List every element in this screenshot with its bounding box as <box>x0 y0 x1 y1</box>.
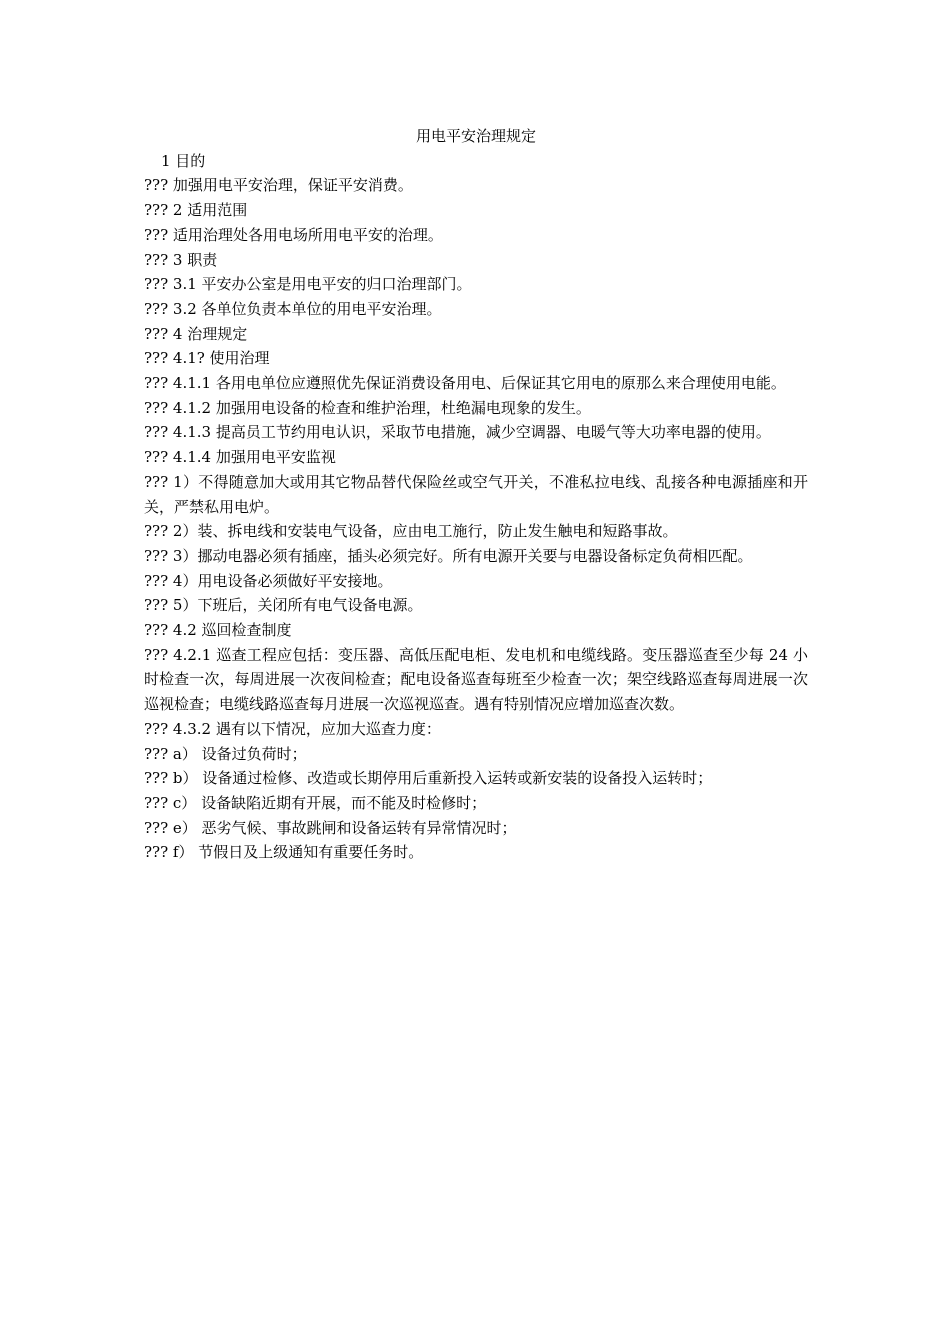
paragraph: ??? 4.2 巡回检查制度 <box>144 621 292 640</box>
paragraph: ??? 4.1.1 各用电单位应遵照优先保证消费设备用电、后保证其它用电的原那么来合理使用电能。 <box>144 374 786 393</box>
document-body <box>144 124 808 865</box>
paragraph: ??? 3）挪动电器必须有插座，插头必须完好。所有电源开关要与电器设备标定负荷相匹配。 <box>144 546 753 565</box>
paragraph: ??? 3 职责 <box>144 250 218 269</box>
paragraph: ??? 4.1.4 加强用电平安监视 <box>144 448 336 467</box>
paragraph: ??? 2 适用范围 <box>144 201 248 220</box>
paragraph: ??? 4.1? 使用治理 <box>144 349 270 368</box>
paragraph: ??? 3.2 各单位负责本单位的用电平安治理。 <box>144 299 442 318</box>
paragraph: ??? 4）用电设备必须做好平安接地。 <box>144 571 393 590</box>
paragraph: ??? 4.1.2 加强用电设备的检查和维护治理，杜绝漏电现象的发生。 <box>144 398 591 417</box>
paragraph: ??? f） 节假日及上级通知有重要任务时。 <box>144 843 424 862</box>
paragraph: ??? 4.3.2 遇有以下情况，应加大巡查力度： <box>144 719 441 738</box>
paragraph: ??? 1）不得随意加大或用其它物品替代保险丝或空气开关，不准私拉电线、乱接各种电源插座和开关，严禁私用电炉。 <box>144 472 808 516</box>
document-title: 用电平安治理规定 <box>415 127 536 145</box>
paragraph: ??? 加强用电平安治理，保证平安消费。 <box>144 176 413 195</box>
paragraph: ??? 4.2.1 巡查工程应包括：变压器、高低压配电柜、发电机和电缆线路。变压器巡查至少每 24 小时检查一次，每周进展一次夜间检查；配电设备巡查每班至少检查一次；架空线路巡查每周进展一次巡视检查；电缆线路巡查每月进展一次巡视巡查。遇有特别情况应增加巡查次数。 <box>144 645 808 714</box>
paragraph: ??? 4.1.3 提高员工节约用电认识，采取节电措施，减少空调器、电暖气等大功率电器的使用。 <box>144 423 771 442</box>
paragraph: ??? 4 治理规定 <box>144 324 248 343</box>
paragraph: ??? 2）装、拆电线和安装电气设备，应由电工施行，防止发生触电和短路事故。 <box>144 522 678 541</box>
paragraph: ??? 5）下班后，关闭所有电气设备电源。 <box>144 596 423 615</box>
paragraph: 1 目的 <box>161 151 206 170</box>
paragraph: ??? 适用治理处各用电场所用电平安的治理。 <box>144 225 443 244</box>
paragraph: ??? b） 设备通过检修、改造或长期停用后重新投入运转或新安装的设备投入运转时； <box>144 769 713 788</box>
paragraph: ??? e） 恶劣气候、事故跳闸和设备运转有异常情况时； <box>144 818 517 837</box>
paragraph: ??? 3.1 平安办公室是用电平安的归口治理部门。 <box>144 275 472 294</box>
paragraph: ??? c） 设备缺陷近期有开展，而不能及时检修时； <box>144 793 487 812</box>
paragraph: ??? a） 设备过负荷时； <box>144 744 307 763</box>
